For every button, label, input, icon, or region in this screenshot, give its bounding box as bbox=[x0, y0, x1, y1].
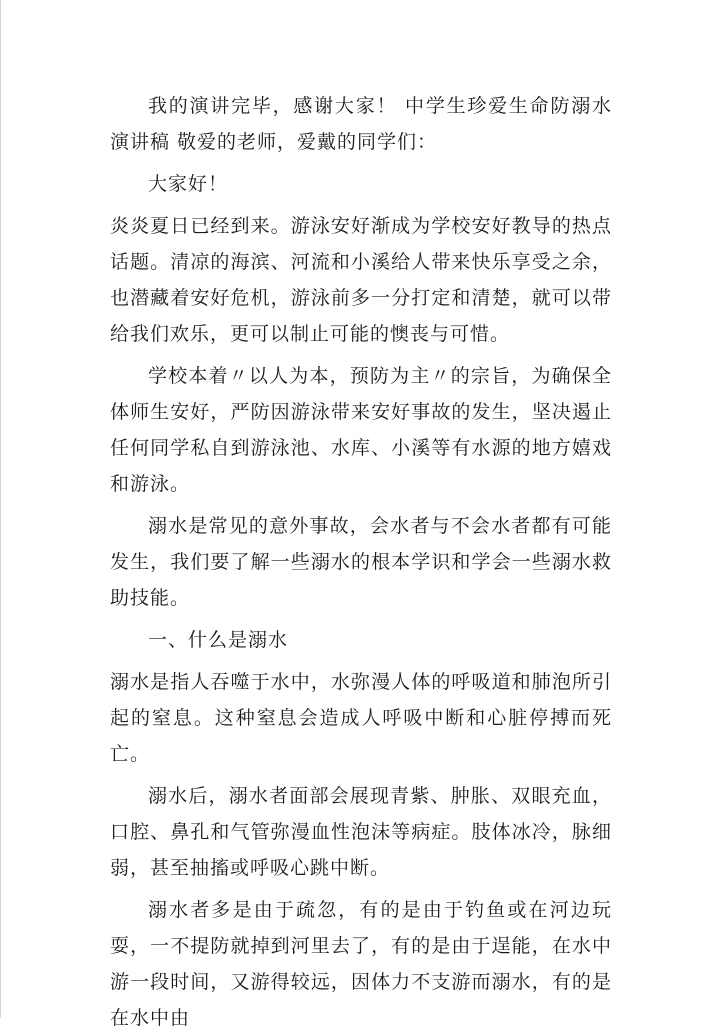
paragraph-drowning-common: 溺水是常见的意外事故，会水者与不会水者都有可能发生，我们要了解一些溺水的根本学识和学会一些溺水救助技能。 bbox=[110, 515, 612, 609]
paragraph-hello: 大家好！ bbox=[148, 173, 229, 195]
paragraph-summer-intro: 炎炎夏日已经到来。游泳安好渐成为学校安好教导的热点话题。清凉的海滨、河流和小溪给人带来快乐享受之余，也潜藏着安好危机，游泳前多一分打定和清楚，就可以带给我们欢乐，更可以制止可能的懊丧与可惜。 bbox=[110, 215, 612, 345]
paragraph-school-policy: 学校本着〃以人为本，预防为主〃的宗旨，为确保全体师生安好，严防因游泳带来安好事故的发生，坚决遏止任何同学私自到游泳池、水库、小溪等有水源的地方嬉戏和游泳。 bbox=[110, 365, 612, 495]
page-edge bbox=[0, 0, 1, 1018]
paragraph-symptoms: 溺水后，溺水者面部会展现青紫、肿胀、双眼充血，口腔、鼻孔和气管弥漫血性泡沫等病症。肢体冰冷，脉细弱，甚至抽搐或呼吸心跳中断。 bbox=[110, 785, 612, 879]
paragraph-definition: 溺水是指人吞噬于水中，水弥漫人体的呼吸道和肺泡所引起的窒息。这种窒息会造成人呼吸中断和心脏停搏而死亡。 bbox=[110, 671, 612, 765]
paragraph-causes: 溺水者多是由于疏忽，有的是由于钓鱼或在河边玩耍，一不提防就掉到河里去了，有的是由于逞能，在水中游一段时间，又游得较远，因体力不支游而溺水，有的是在水中由 bbox=[110, 899, 612, 1029]
section-heading-what-is-drowning: 一、什么是溺水 bbox=[148, 629, 289, 651]
paragraph-closing-and-greeting: 我的演讲完毕，感谢大家！ 中学生珍爱生命防溺水演讲稿 敬爱的老师，爱戴的同学们： bbox=[110, 95, 612, 153]
document-body bbox=[110, 88, 612, 1036]
